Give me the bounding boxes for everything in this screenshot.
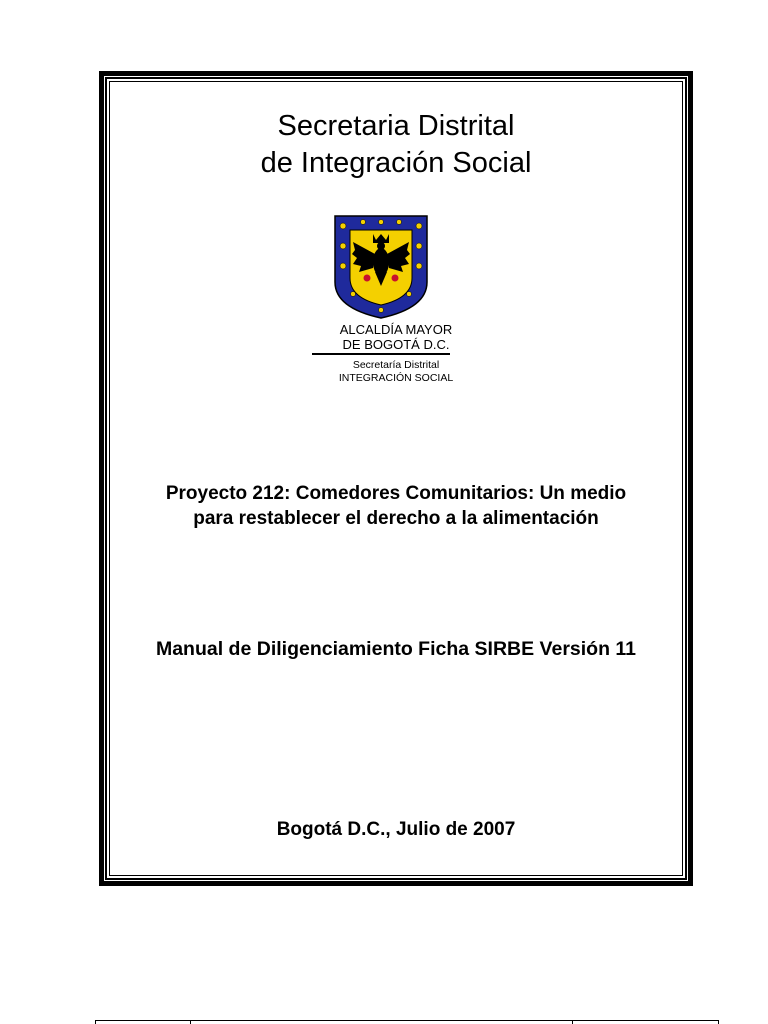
cover-frame [109,81,683,876]
logo-subcaption-line-2: INTEGRACIÓN SOCIAL [338,372,454,384]
document-title-line-1: Secretaria Distrital [277,110,515,142]
place-and-date: Bogotá D.C., Julio de 2007 [276,819,516,840]
logo-caption-line-1: ALCALDÍA MAYOR [339,322,453,337]
footer-table-divider [718,1020,719,1024]
footer-table-divider [190,1020,191,1024]
project-title-line-1: Proyecto 212: Comedores Comunitarios: Un medio [165,483,627,504]
document-title-line-2: de Integración Social [260,147,532,179]
logo-subcaption-line-1: Secretaría Distrital [352,359,440,371]
logo-divider [312,353,450,355]
footer-table-divider [572,1020,573,1024]
footer-table-top-border [95,1020,719,1021]
manual-title: Manual de Diligenciamiento Ficha SIRBE Versión 11 [155,638,637,660]
logo-caption-line-2: DE BOGOTÁ D.C. [342,337,450,352]
footer-table-divider [95,1020,96,1024]
project-title-line-2: para restablecer el derecho a la alimentación [193,508,599,529]
bogota-coat-of-arms-icon [333,212,429,320]
